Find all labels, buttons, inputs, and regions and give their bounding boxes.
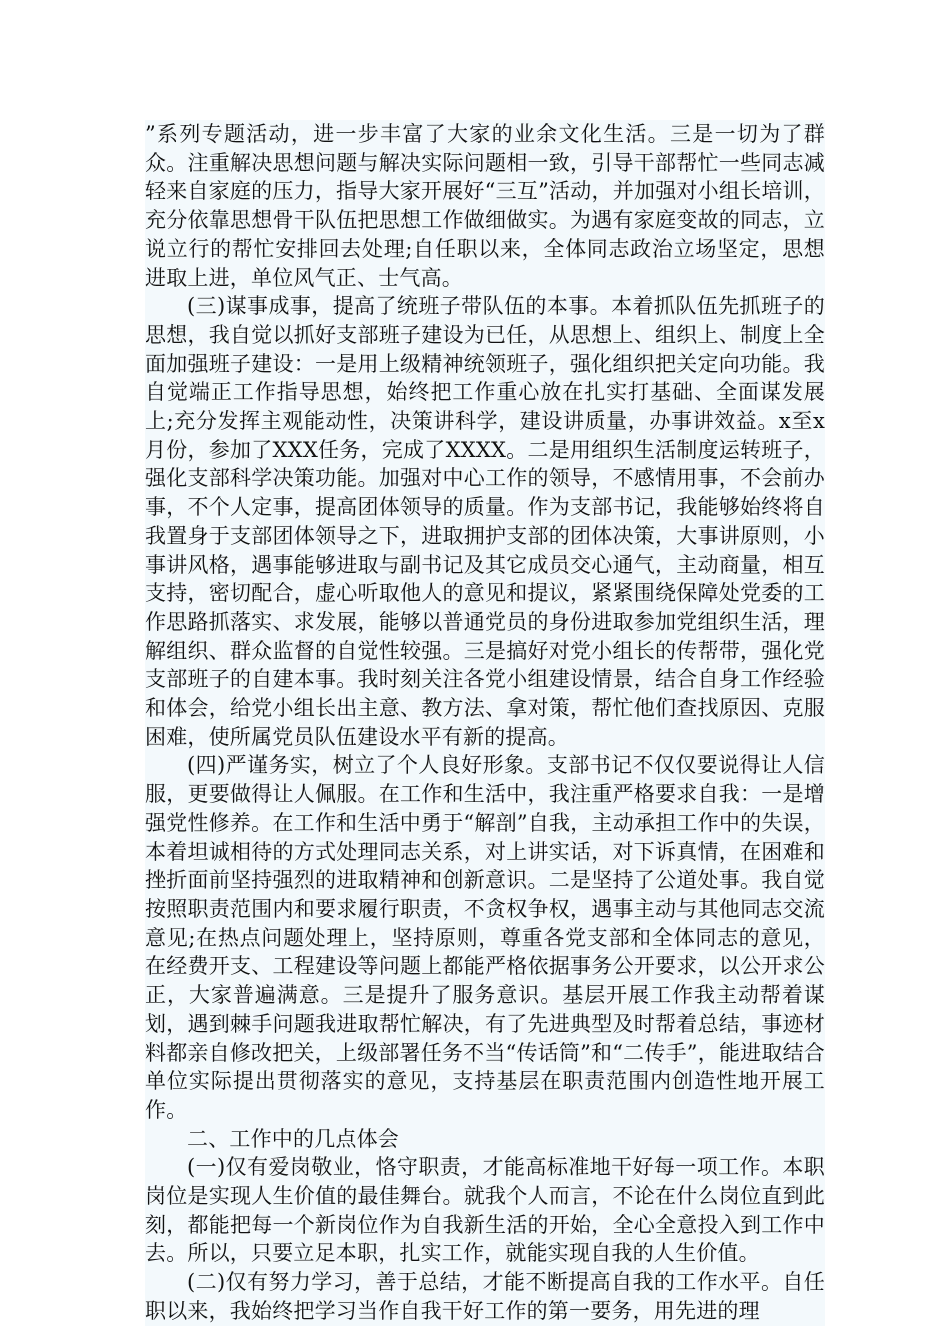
paragraph-section-3: (三)谋事成事，提高了统班子带队伍的本事。本着抓队伍先抓班子的思想，我自觉以抓好支部班子建设为已任，从思想上、组织上、制度上全面加强班子建设：一是用上级精神统领班子，强化组织把关定向功能。我自觉端正工作指导思想，始终把工作重心放在扎实打基础、全面谋发展上;充分发挥主观能动性，决策讲科学，建设讲质量，办事讲效益。x至x月份，参加了XXX任务，完成了XXXX。二是用组织生活制度运转班子，强化支部科学决策功能。加强对中心工作的领导，不感情用事，不会前办事，不个人定事，提高团体领导的质量。作为支部书记，我能够始终将自我置身于支部团体领导之下，进取拥护支部的团体决策，大事讲原则，小事讲风格，遇事能够进取与副书记及其它成员交心通气，主动商量，相互支持，密切配合，虚心听取他人的意见和提议，紧紧围绕保障处党委的工作思路抓落实、求发展，能够以普通党员的身份进取参加党组织生活，理解组织、群众监督的自觉性较强。三是搞好对党小组长的传帮带，强化党支部班子的自建本事。我时刻关注各党小组建设情景，结合自身工作经验和体会，给党小组长出主意、教方法、拿对策，帮忙他们查找原因、克服困难，使所属党员队伍建设水平有新的提高。 [145,292,825,751]
paragraph-continuation: ”系列专题活动，进一步丰富了大家的业余文化生活。三是一切为了群众。注重解决思想问题与解决实际问题相一致，引导干部帮忙一些同志减轻来自家庭的压力，指导大家开展好“三互”活动，并加强对小组长培训，充分依靠思想骨干队伍把思想工作做细做实。为遇有家庭变故的同志，立说立行的帮忙安排回去处理;自任职以来，全体同志政治立场坚定，思想进取上进，单位风气正、士气高。 [145,120,825,292]
paragraph-insight-1: (一)仅有爱岗敬业，恪守职责，才能高标准地干好每一项工作。本职岗位是实现人生价值的最佳舞台。就我个人而言，不论在什么岗位直到此刻，都能把每一个新岗位作为自我新生活的开始，全心全意投入到工作中去。所以，只要立足本职，扎实工作，就能实现自我的人生价值。 [145,1153,825,1268]
paragraph-insight-2: (二)仅有努力学习，善于总结，才能不断提高自我的工作水平。自任职以来，我始终把学习当作自我干好工作的第一要务，用先进的理 [145,1268,825,1325]
document-page [145,120,825,1326]
paragraph-section-4: (四)严谨务实，树立了个人良好形象。支部书记不仅仅要说得让人信服，更要做得让人佩服。在工作和生活中，我注重严格要求自我：一是增强党性修养。在工作和生活中勇于“解剖”自我，主动承担工作中的失误，本着坦诚相待的方式处理同志关系，对上讲实话，对下诉真情，在困难和挫折面前坚持强烈的进取精神和创新意识。二是坚持了公道处事。我自觉按照职责范围内和要求履行职责，不贪权争权，遇事主动与其他同志交流意见;在热点问题处理上，坚持原则，尊重各党支部和全体同志的意见，在经费开支、工程建设等问题上都能严格依据事务公开要求，以公开求公正，大家普遍满意。三是提升了服务意识。基层开展工作我主动帮着谋划，遇到棘手问题我进取帮忙解决，有了先进典型及时帮着总结，事迹材料都亲自修改把关，上级部署任务不当“传话筒”和“二传手”，能进取结合单位实际提出贯彻落实的意见，支持基层在职责范围内创造性地开展工作。 [145,751,825,1124]
section-heading: 二、工作中的几点体会 [145,1125,825,1154]
